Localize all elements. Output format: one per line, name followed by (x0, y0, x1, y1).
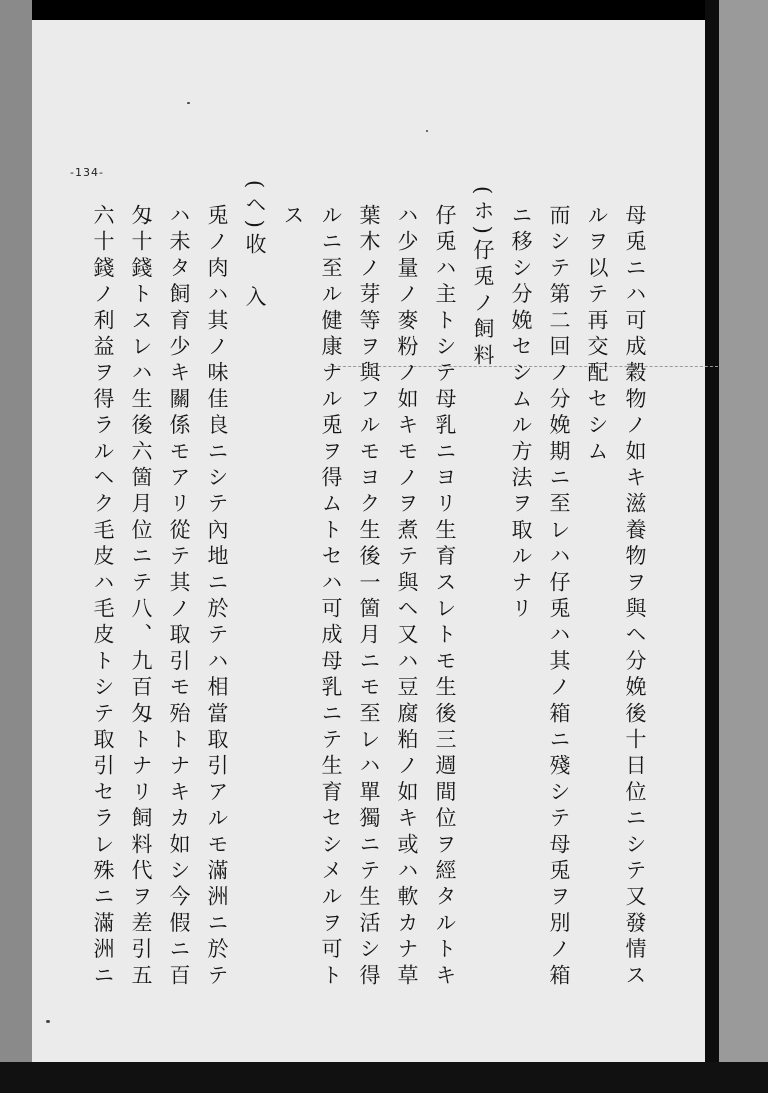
section-heading-ho: (ホ)仔兎ノ飼料 (471, 186, 495, 370)
text-column-8: 葉木ノ芽等ヲ與フルモヨク生後一箇月ニモ至レハ單獨ニテ生活シ得 (357, 204, 381, 990)
text-column-3: 而シテ第二回ノ分娩期ニ至レハ仔兎ハ其ノ箱ニ殘シテ母兎ヲ別ノ箱 (547, 204, 571, 991)
text-column-13: ハ未タ飼育少キ關係モアリ從テ其ノ取引モ殆トナキカ如シ今假ニ百 (167, 204, 191, 990)
paper-speck (187, 102, 190, 104)
text-column-14: 匁十錢トスレハ生後六箇月位ニテ八、九百匁トナリ飼料代ヲ差引五 (129, 204, 153, 990)
section-heading-he: (ヘ)收 入 (243, 180, 267, 312)
text-column-4: ニ移シ分娩セシムル方法ヲ取ルナリ (509, 204, 533, 624)
text-column-7: ハ少量ノ麥粉ノ如キモノヲ煮テ與ヘ又ハ豆腐粕ノ如キ或ハ軟カナ草 (395, 204, 419, 991)
text-column-9: ルニ至ル健康ナル兎ヲ得ムトセハ可成母乳ニテ生育セシメルヲ可ト (319, 204, 343, 990)
text-column-2: ルヲ以テ再交配セシム (585, 204, 609, 466)
text-column-1: 母兎ニハ可成穀物ノ如キ滋養物ヲ與ヘ分娩後十日位ニシテ又發情ス (623, 204, 647, 990)
right-scan-border (719, 0, 768, 1093)
bottom-scan-border (0, 1062, 768, 1093)
paper-speck (46, 1020, 50, 1023)
text-column-6: 仔兎ハ主トシテ母乳ニヨリ生育スレトモ生後三週間位ヲ經タルトキ (433, 204, 457, 990)
paper-speck (426, 130, 428, 132)
text-column-10: ス (281, 204, 305, 231)
book-spine-shadow (705, 0, 719, 1093)
page-number: -134- (70, 166, 104, 179)
left-scan-border (0, 0, 32, 1093)
text-column-15: 六十錢ノ利益ヲ得ラルヘク毛皮ハ毛皮トシテ取引セラレ殊ニ滿洲ニ (91, 204, 115, 990)
text-column-12: 兎ノ肉ハ其ノ味佳良ニシテ內地ニ於テハ相當取引アルモ滿洲ニ於テ (205, 204, 229, 990)
